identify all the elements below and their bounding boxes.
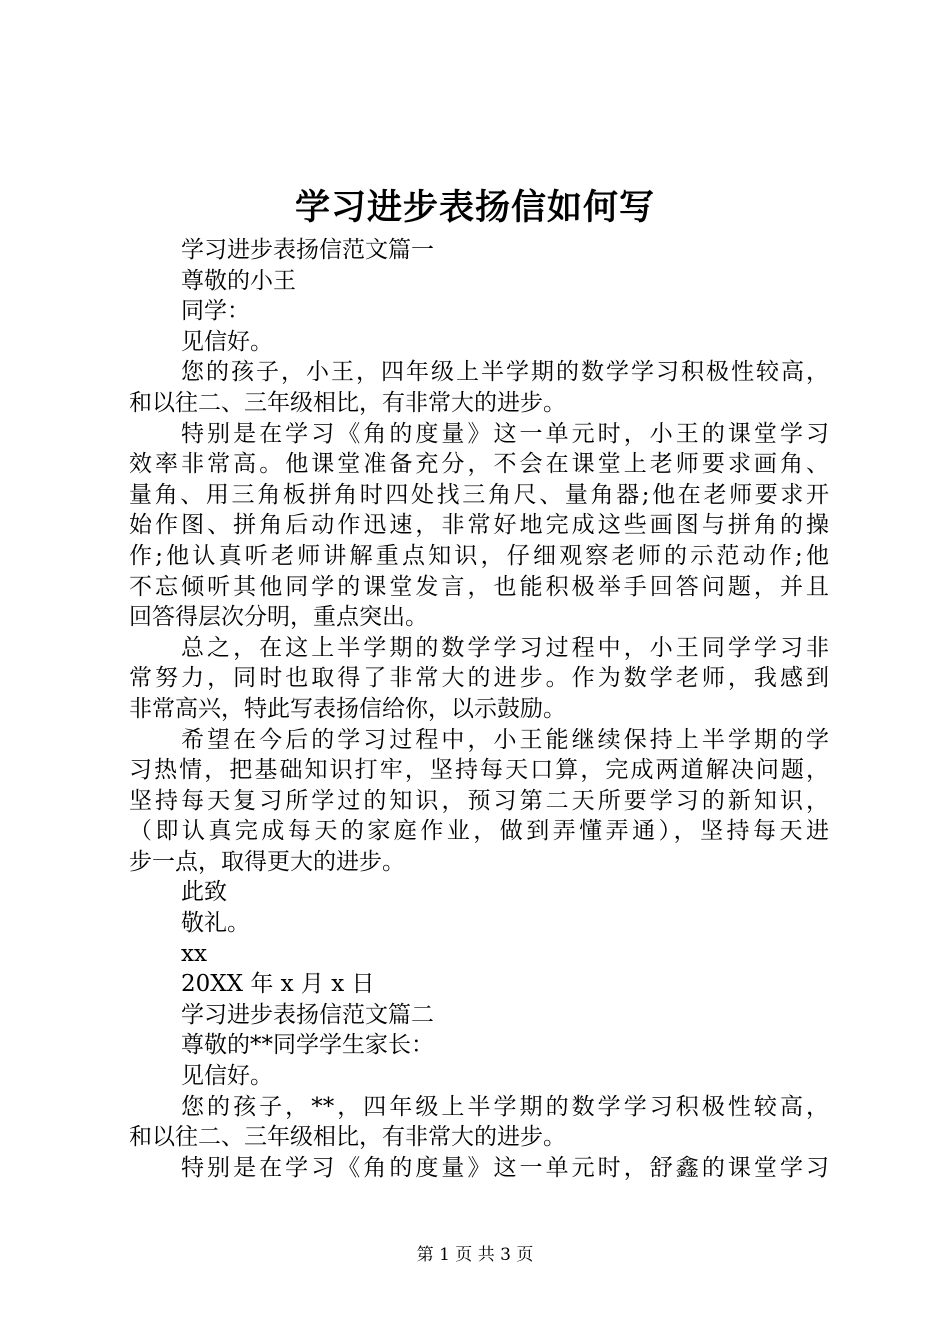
text-line: 见信好。 — [181, 1063, 273, 1090]
text-line: 敬礼。 — [181, 910, 250, 937]
text-line: 特别是在学习《角的度量》这一单元时，舒鑫的课堂学习 — [181, 1154, 829, 1181]
text-line: 效率非常高。他课堂准备充分，不会在课堂上老师要求画角、 — [129, 451, 829, 478]
text-line: 此致 — [181, 879, 227, 906]
text-line: 特别是在学习《角的度量》这一单元时，小王的课堂学习 — [181, 420, 829, 447]
text-line: 同学： — [181, 298, 250, 325]
text-line: 您的孩子，小王，四年级上半学期的数学学习积极性较高， — [181, 359, 829, 386]
text-line: 尊敬的**同学学生家长： — [181, 1032, 434, 1059]
text-line: 总之，在这上半学期的数学学习过程中，小王同学学习非 — [181, 634, 829, 661]
document-body — [129, 235, 829, 1183]
text-line: 作;他认真听老师讲解重点知识，仔细观察老师的示范动作;他 — [129, 542, 829, 569]
text-line: 量角、用三角板拼角时四处找三角尺、量角器;他在老师要求开 — [129, 481, 829, 508]
text-line: 希望在今后的学习过程中，小王能继续保持上半学期的学 — [181, 726, 829, 753]
text-line: 常努力，同时也取得了非常大的进步。作为数学老师，我感到 — [129, 665, 829, 692]
page-footer: 第 1 页 共 3 页 — [416, 1245, 534, 1265]
text-line: 始作图、拼角后动作迅速，非常好地完成这些画图与拼角的操 — [129, 512, 829, 539]
text-line: 非常高兴，特此写表扬信给你，以示鼓励。 — [129, 695, 566, 722]
text-line: 回答得层次分明，重点突出。 — [129, 604, 428, 631]
text-line: 坚持每天复习所学过的知识，预习第二天所要学习的新知识， — [129, 787, 829, 814]
text-line: 和以往二、三年级相比，有非常大的进步。 — [129, 1124, 566, 1151]
text-line: 习热情，把基础知识打牢，坚持每天口算，完成两道解决问题， — [129, 757, 829, 784]
text-line: 见信好。 — [181, 328, 273, 355]
text-line: （即认真完成每天的家庭作业，做到弄懂弄通），坚持每天进 — [129, 818, 829, 845]
text-line: 不忘倾听其他同学的课堂发言，也能积极举手回答问题，并且 — [129, 573, 829, 600]
text-line: 学习进步表扬信范文篇二 — [181, 1001, 434, 1028]
text-line: 和以往二、三年级相比，有非常大的进步。 — [129, 389, 566, 416]
text-line: 20XX 年 x 月 x 日 — [181, 971, 375, 998]
text-line: 您的孩子，**，四年级上半学期的数学学习积极性较高， — [181, 1093, 829, 1120]
text-line: xx — [181, 940, 207, 967]
text-line: 尊敬的小王 — [181, 267, 296, 294]
document-title: 学习进步表扬信如何写 — [294, 187, 655, 228]
text-line: 学习进步表扬信范文篇一 — [181, 237, 434, 263]
text-line: 步一点，取得更大的进步。 — [129, 848, 405, 875]
